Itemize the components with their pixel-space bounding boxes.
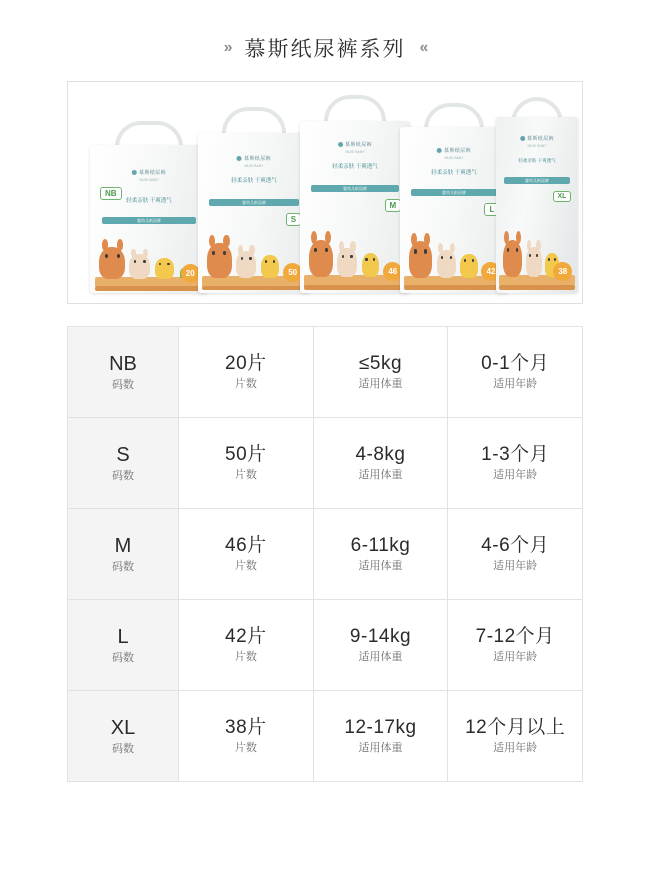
table-row [68,418,583,509]
package-artwork [300,221,410,293]
size-label: 码数 [112,379,134,391]
artwork-animal-rabbit [236,251,256,278]
size-label: 码数 [112,652,134,664]
cell-age [448,691,583,782]
package-count-badge: 42 [481,262,500,281]
package-count-badge: 20 [181,264,200,283]
animal-eye-icon [241,257,243,260]
animal-eye-icon [529,254,531,258]
size-label: 码数 [112,561,134,573]
animal-eye-icon [223,251,226,255]
animal-eye-icon [441,256,443,259]
animal-eye-icon [472,259,474,262]
weight-label: 适用体重 [358,378,403,390]
brand-dot-icon [437,148,442,153]
cell-age [448,600,583,691]
age-value: 1-3个月 [481,444,550,465]
cell-age [448,509,583,600]
weight-label: 适用体重 [358,651,403,663]
cell-weight [313,327,448,418]
package-brand-sub: MUSI BABY [527,144,547,148]
artwork-ground-shadow [95,286,204,290]
package-s [198,107,310,293]
cell-size [68,691,179,782]
weight-value: 9-14kg [349,626,412,647]
package-xl [496,97,578,293]
animal-eye-icon [314,248,317,253]
size-label: 码数 [112,470,134,482]
artwork-animal-bird [261,255,279,278]
animal-ear-icon [238,245,243,255]
count-value: 46片 [225,535,267,556]
package-body [90,145,208,293]
animal-ear-icon [424,233,430,246]
animal-eye-icon [414,249,417,253]
count-value: 50片 [225,444,267,465]
product-image-panel [67,81,583,304]
package-size-badge: XL [553,191,572,202]
package-band: 婴幼儿纸尿裤 [311,185,399,192]
size-value: M [114,535,132,557]
brand-dot-icon [520,136,525,141]
package-nb [90,121,208,293]
cell-weight [313,418,448,509]
age-label: 适用年龄 [493,560,538,572]
package-brand: 慕斯纸尿裤 [323,141,387,148]
animal-ear-icon [223,235,229,248]
package-slogan: 轻柔亲肤 干爽透气 [431,170,477,176]
specification-table [67,326,583,782]
animal-eye-icon [548,258,550,261]
cell-size [68,327,179,418]
count-value: 42片 [225,626,267,647]
animal-eye-icon [167,263,169,266]
animal-eye-icon [536,254,538,258]
artwork-ground-shadow [404,285,503,290]
package-slogan: 轻柔亲肤 干爽透气 [126,198,172,204]
animal-eye-icon [450,256,452,259]
cell-weight [313,691,448,782]
cell-count [179,691,314,782]
age-value: 0-1个月 [481,353,550,374]
artwork-animal-rabbit [337,248,357,277]
animal-eye-icon [373,258,375,261]
package-band: 婴幼儿纸尿裤 [411,189,497,196]
artwork-ground-shadow [202,286,305,291]
animal-eye-icon [265,260,267,263]
cell-weight [313,509,448,600]
artwork-animal-fox [309,240,333,278]
cell-age [448,418,583,509]
package-l [400,103,508,293]
age-value: 4-6个月 [481,535,550,556]
animal-eye-icon [117,254,120,258]
table-row [68,600,583,691]
weight-value: 4-8kg [355,444,406,465]
size-label: 码数 [112,743,134,755]
artwork-animal-fox [207,243,232,278]
animal-eye-icon [507,248,509,252]
page-title-text: 慕斯纸尿裤系列 [244,38,406,61]
cell-count [179,327,314,418]
animal-eye-icon [212,251,215,255]
package-brand: 慕斯纸尿裤 [423,147,486,154]
artwork-animal-fox [503,240,523,277]
animal-ear-icon [102,239,109,251]
package-artwork [198,226,310,293]
package-brand-sub: MUSI BABY [244,164,264,168]
weight-value: 12-17kg [344,717,417,738]
artwork-animal-fox [409,241,433,277]
size-value: NB [109,353,137,375]
animal-eye-icon [143,260,146,263]
package-body [300,121,410,293]
artwork-ground-shadow [304,285,405,290]
animal-ear-icon [504,231,509,244]
artwork-animal-bird [460,254,477,278]
artwork-animal-bird [155,258,174,279]
animal-eye-icon [325,248,328,253]
package-band: 婴幼儿纸尿裤 [209,199,299,206]
package-body [198,133,310,293]
package-artwork [400,223,508,293]
package-m [300,95,410,293]
package-slogan: 轻柔亲肤 干爽透气 [518,158,556,163]
cell-size [68,600,179,691]
package-body [496,117,578,293]
animal-ear-icon [411,233,417,246]
package-size-badge: NB [100,187,122,200]
artwork-animal-rabbit [129,254,150,279]
animal-ear-icon [438,243,443,253]
animal-ear-icon [249,245,254,255]
count-label: 片数 [234,560,257,572]
package-count-badge: 46 [383,262,402,281]
cell-count [179,600,314,691]
table-row [68,509,583,600]
package-brand: 慕斯纸尿裤 [513,135,561,142]
animal-eye-icon [342,255,344,258]
package-brand-sub: MUSI BABY [345,150,365,154]
package-brand: 慕斯纸尿裤 [115,169,183,176]
animal-ear-icon [350,241,355,251]
package-artwork [90,231,208,293]
package-count-badge: 50 [283,263,302,282]
animal-ear-icon [131,249,137,258]
package-size-badge: M [385,199,402,212]
age-label: 适用年龄 [493,469,538,481]
size-value: XL [110,717,136,739]
package-size-badge: L [484,203,499,216]
weight-label: 适用体重 [358,469,403,481]
cell-age [448,327,583,418]
cell-count [179,509,314,600]
package-brand-sub: MUSI BABY [444,156,464,160]
package-count-badge: 38 [553,262,572,281]
animal-eye-icon [554,258,556,261]
count-label: 片数 [234,651,257,663]
package-band: 婴幼儿纸尿裤 [504,177,570,184]
animal-eye-icon [273,260,275,263]
animal-ear-icon [143,249,149,258]
page-title [0,33,650,63]
animal-ear-icon [209,235,215,248]
artwork-animal-fox [99,247,125,279]
size-value: L [117,626,129,648]
age-value: 7-12个月 [475,626,555,647]
weight-label: 适用体重 [358,560,403,572]
animal-eye-icon [424,249,427,253]
package-brand-sub: MUSI BABY [139,178,159,182]
title-arrow-right-icon: « [419,39,427,56]
brand-dot-icon [338,142,343,147]
artwork-animal-rabbit [526,247,542,277]
animal-ear-icon [339,241,344,251]
count-label: 片数 [234,378,257,390]
animal-ear-icon [527,240,531,251]
count-value: 20片 [225,353,267,374]
animal-ear-icon [117,239,124,251]
animal-ear-icon [516,231,521,244]
cell-size [68,418,179,509]
package-body [400,127,508,293]
package-brand: 慕斯纸尿裤 [222,155,287,162]
brand-dot-icon [237,156,242,161]
age-label: 适用年龄 [493,742,538,754]
brand-dot-icon [132,170,137,175]
cell-count [179,418,314,509]
table-row [68,327,583,418]
count-label: 片数 [234,469,257,481]
artwork-ground-shadow [499,285,574,290]
package-slogan: 轻柔亲肤 干爽透气 [231,178,277,184]
animal-ear-icon [450,243,455,253]
age-value: 12个月以上 [465,717,566,738]
product-detail-page [0,33,650,876]
age-label: 适用年龄 [493,378,538,390]
size-value: S [116,444,130,466]
animal-eye-icon [464,259,466,262]
package-band: 婴幼儿纸尿裤 [102,217,196,224]
count-label: 片数 [234,742,257,754]
artwork-animal-rabbit [437,250,456,278]
animal-ear-icon [325,231,331,245]
weight-value: ≤5kg [358,353,403,374]
count-value: 38片 [225,717,267,738]
animal-ear-icon [311,231,317,245]
animal-ear-icon [536,240,540,251]
package-artwork [496,219,578,293]
weight-value: 6-11kg [350,535,411,556]
age-label: 适用年龄 [493,651,538,663]
cell-weight [313,600,448,691]
title-arrow-left-icon: » [223,39,231,56]
artwork-animal-bird [362,253,380,278]
animal-eye-icon [350,255,352,258]
cell-size [68,509,179,600]
package-size-badge: S [286,213,301,226]
package-slogan: 轻柔亲肤 干爽透气 [332,164,378,170]
animal-eye-icon [105,254,108,258]
animal-eye-icon [134,260,137,263]
animal-eye-icon [516,248,518,252]
animal-eye-icon [159,263,161,266]
animal-eye-icon [249,257,251,260]
table-row [68,691,583,782]
animal-eye-icon [365,258,367,261]
weight-label: 适用体重 [358,742,403,754]
